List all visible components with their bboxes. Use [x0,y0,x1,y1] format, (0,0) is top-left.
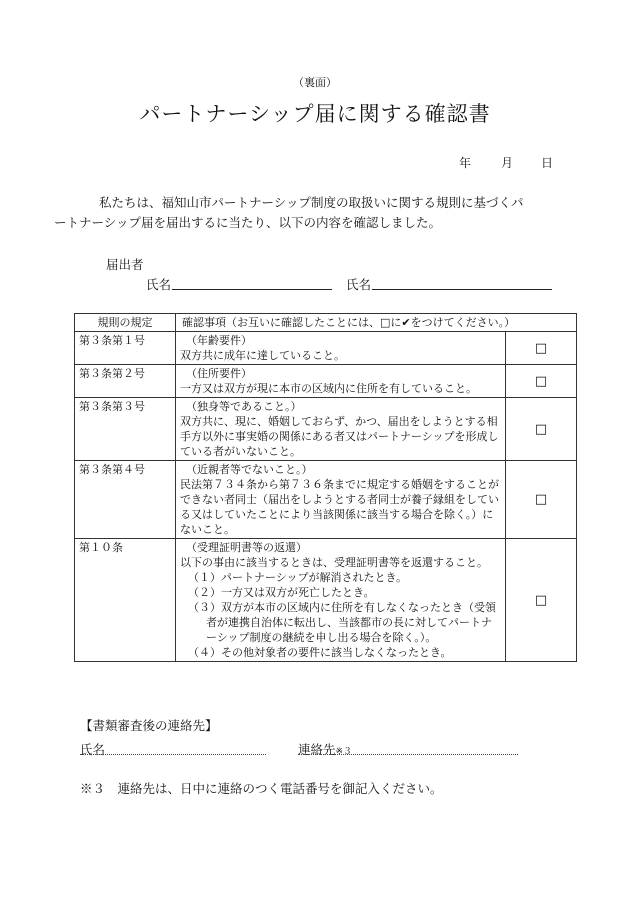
confirmation-table [74,313,577,662]
row-heading: （受理証明書等の返還） [186,541,307,554]
checkbox[interactable]: □ [506,398,577,461]
row-content [176,398,506,461]
row-subitem: （４）その他対象者の要件に該当しなくなったとき。 [188,646,452,659]
row-subitem: （２）一方又は双方が死亡したとき。 [188,586,375,599]
applicant-name1-label: 氏名 [146,277,172,292]
contact-note-mark: ※３ [335,747,353,757]
table-row [75,461,577,539]
applicant-name2-field[interactable] [372,289,552,290]
row-subitem: （３）双方が本市の区域内に住所を有しなくなったとき（受領者が連携自治体に転出し、当該都市の長に対してパートナーシップ制度の継続を申し出る場合を除く。）。 [188,601,496,644]
row-text: 一方又は双方が現に本市の区域内に住所を有していること。 [180,382,477,395]
row-heading: （住所要件） [186,367,252,380]
date-year-label: 年 [459,156,472,170]
intro-paragraph [54,193,556,233]
row-heading: （独身等であること。） [186,400,302,413]
intro-line-1: 私たちは、福知山市パートナーシップ制度の取扱いに関する規則に基づくパ [99,195,524,210]
row-content [176,332,506,365]
row-heading: （年齢要件） [186,334,252,347]
row-content [176,461,506,539]
date-day-label: 日 [541,156,554,170]
col-header-rule: 規則の規定 [75,314,176,332]
row-content [176,539,506,662]
table-row [75,398,577,461]
row-text: 双方共に、現に、婚姻しておらず、かつ、届出をしようとする相手方以外に事実婚の関係にある者又はパートナーシップを形成している者がいないこと。 [180,415,499,458]
applicant-label: 届出者 [106,257,144,272]
checkbox[interactable]: □ [506,365,577,398]
contact-name-field[interactable] [80,754,266,755]
table-row [75,332,577,365]
checkbox[interactable]: □ [506,539,577,662]
row-subitem: （１）パートナーシップが解消されたとき。 [188,571,408,584]
row-rule: 第３条第３号 [75,398,176,461]
row-rule: 第３条第２号 [75,365,176,398]
contact-phone-label: 連絡先 [298,742,336,757]
back-side-label: （裏面） [293,76,337,89]
row-text: 以下の事由に該当するときは、受理証明書等を返還すること。 [180,556,488,569]
row-text: 民法第７３４条から第７３６条までに規定する婚姻をすることができない者同士（届出をしようとする者同士が養子縁組をしている又はしていたことにより当該関係に該当する場合を除く。）にないこと。 [180,478,499,536]
table-row [75,365,577,398]
page-title: パートナーシップ届に関する確認書 [139,102,491,126]
checkbox[interactable]: □ [506,461,577,539]
contact-phone-label-wrap [298,740,352,758]
row-rule: 第１０条 [75,539,176,662]
applicant-name1-field[interactable] [172,289,332,290]
footnote: ※３ 連絡先は、日中に連絡のつく電話番号を御記入ください。 [80,781,443,796]
table-header-row [75,314,577,332]
row-content [176,365,506,398]
date-month-label: 月 [501,156,514,170]
checkbox[interactable]: □ [506,332,577,365]
intro-line-2: ートナーシップ届を届出するに当たり、以下の内容を確認しました。 [54,215,442,230]
contact-name-label: 氏名 [80,742,106,757]
row-rule: 第３条第１号 [75,332,176,365]
col-header-item: 確認事項（お互いに確認したことには、□に✔をつけてください。） [176,314,577,332]
contact-phone-field[interactable] [298,754,518,755]
contact-heading: 【書類審査後の連絡先】 [80,718,218,733]
applicant-name2-label: 氏名 [346,277,372,292]
table-row [75,539,577,662]
row-text: 双方共に成年に達していること。 [180,349,345,362]
row-heading: （近親者等でないこと。） [186,463,313,476]
row-rule: 第３条第４号 [75,461,176,539]
